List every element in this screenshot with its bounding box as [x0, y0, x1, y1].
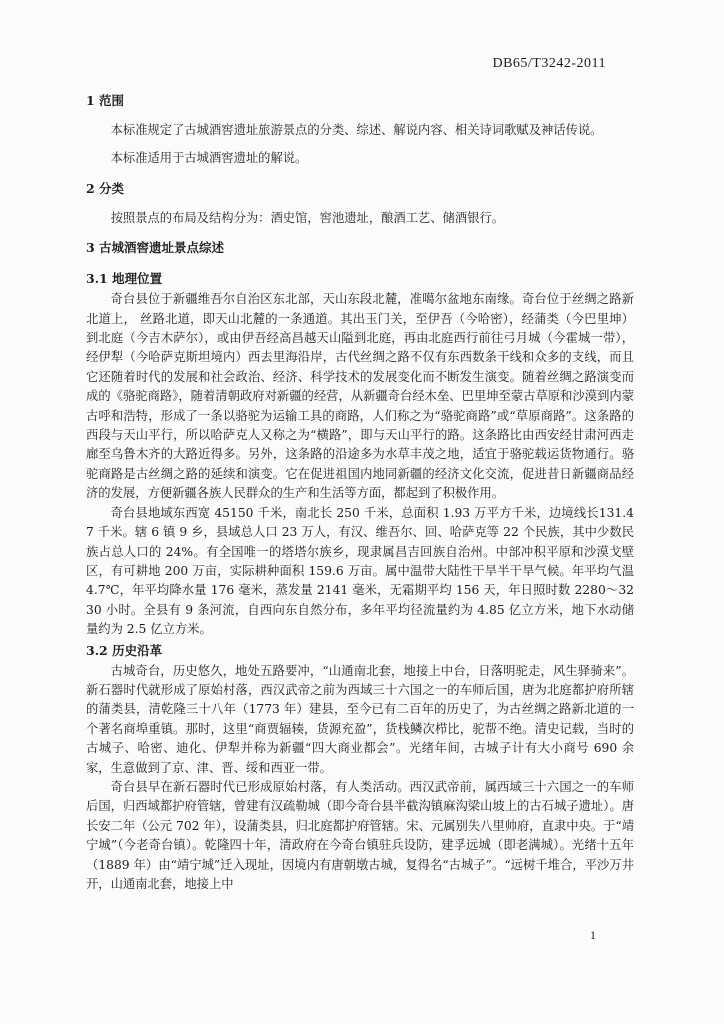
section-3-1-paragraph-1: 奇台县位于新疆维吾尔自治区东北部，天山东段北麓，准噶尔盆地东南缘。奇台位于丝绸之路新北道上， 丝路北道，即天山北麓的一条通道。其出玉门关，至伊吾（今哈密），经蒲类（今巴里坤）到北庭（今吉木萨尔），或由伊吾经高昌越天山隘到北庭，再由北庭西行前往弓月城（今霍城一带），经伊犁（今哈萨克斯坦境内）西去里海沿岸，古代丝绸之路不仅有东西数条干线和众多的支线，而且它还随着时代的发展和社会政治、经济、科学技术的发展变化而不断发生演变。随着丝绸之路演变而成的《骆驼商路》，随着清朝政府对新疆的经营，从新疆奇台经木垒、巴里坤至蒙古草原和沙漠到内蒙古呼和浩特，形成了一条以骆驼为运输工具的商路，人们称之为“骆驼商路”或“草原商路”。这条路的西段与天山平行，所以哈萨克人又称之为“横路”，即与天山平行的路。这条路比由西安经甘肃河西走廊至乌鲁木齐的大路近得多。另外，这条路的沿途多为水草丰茂之地，适宜于骆驼载运货物通行。骆驼商路是古丝绸之路的延续和演变。它在促进祖国内地同新疆的经济文化交流，促进昔日新疆商品经济的发展，方便新疆各族人民群众的生产和生活等方面，都起到了积极作用。: [86, 292, 634, 501]
document-id: DB65/T3242-2011: [492, 56, 606, 71]
section-1-paragraph-2: 本标准适用于古城酒窖遗址的解说。: [110, 151, 308, 166]
section-3-heading: 3 古城酒窖遗址景点综述: [86, 240, 225, 256]
section-3-2-paragraph-1: 古城奇台，历史悠久，地处五路要冲，“山通南北套，地接上中台，日落明驼走，风生驿骑来”。新石器时代就形成了原始村落，西汉武帝之前为西域三十六国之一的车师后国，唐为北庭都护府所辖的蒲类县，清乾隆三十八年（1773 年）建县，至今已有二百年的历史了，为古丝绸之路新北道的一个著名商埠重镇。那时，这里“商贾辐辏，货源充盈”，货栈鳞次栉比，驼帮不绝。清史记载，当时的古城子、哈密、迪化、伊犁并称为新疆“四大商业都会”。光绪年间，古城子计有大小商号 690 余家，生意做到了京、津、晋、绥和西亚一带。: [86, 663, 634, 775]
section-3-2-heading: 3.2 历史沿革: [86, 642, 163, 658]
page-number: 1: [590, 928, 596, 942]
section-2-heading: 2 分类: [86, 180, 125, 196]
section-3-1-paragraph-2: 奇台县地域东西宽 45150 千米，南北长 250 千米，总面积 1.93 万平方千米，边境线长131.47 千米。辖 6 镇 9 乡，县域总人口 23 万人，有汉、维吾尔、回、哈萨克等 22 个民族，其中少数民族占总人口的 24%。有全国唯一的塔塔尔族乡，现隶属昌吉回族自治州。中部冲积平原和沙漠戈壁区，有可耕地 200 万亩，实际耕种面积 159.6 万亩。属中温带大陆性干旱半干旱气候。年平均气温 4.7℃，年平均降水量 176 毫米，蒸发量 2141 毫米，无霜期平均 156 天，年日照时数 2280～3230 小时。全县有 9 条河流，自西向东自然分布，多年平均径流量约为 4.85 亿立方米，地下水动储量约为 2.5 亿立方米。: [86, 505, 634, 637]
section-1-heading: 1 范围: [86, 93, 125, 108]
section-1-paragraph-1: 本标准规定了古城酒窖遗址旅游景点的分类、综述、解说内容、相关诗词歌赋及神话传说。: [110, 123, 603, 137]
section-2-paragraph-1: 按照景点的布局及结构分为：酒史馆，窖池遗址，酿酒工艺、储酒银行。: [110, 210, 505, 225]
document-body: [86, 90, 634, 894]
section-3-2-paragraph-2: 奇台县早在新石器时代已形成原始村落，有人类活动。西汉武帝前，属西域三十六国之一的车师后国，归西域都护府管辖，曾建有汉疏勒城（即今奇台县半截沟镇麻沟梁山坡上的古石城子遗址）。唐长安二年（公元 702 年），设蒲类县，归北庭都护府管辖。宋、元属别失八里帅府，直隶中央。于“靖宁城”（今老奇台镇）。乾隆四十年，清政府在今奇台镇驻兵设防，建孚远城（即老满城）。光绪十五年（1889 年）由“靖宁城”迁入现址，因境内有唐朝墩古城，复得名“古城子”。“远树千堆合，平沙万井开，山通南北套，地接上中: [86, 779, 634, 891]
section-3-1-heading: 3.1 地理位置: [86, 271, 163, 287]
